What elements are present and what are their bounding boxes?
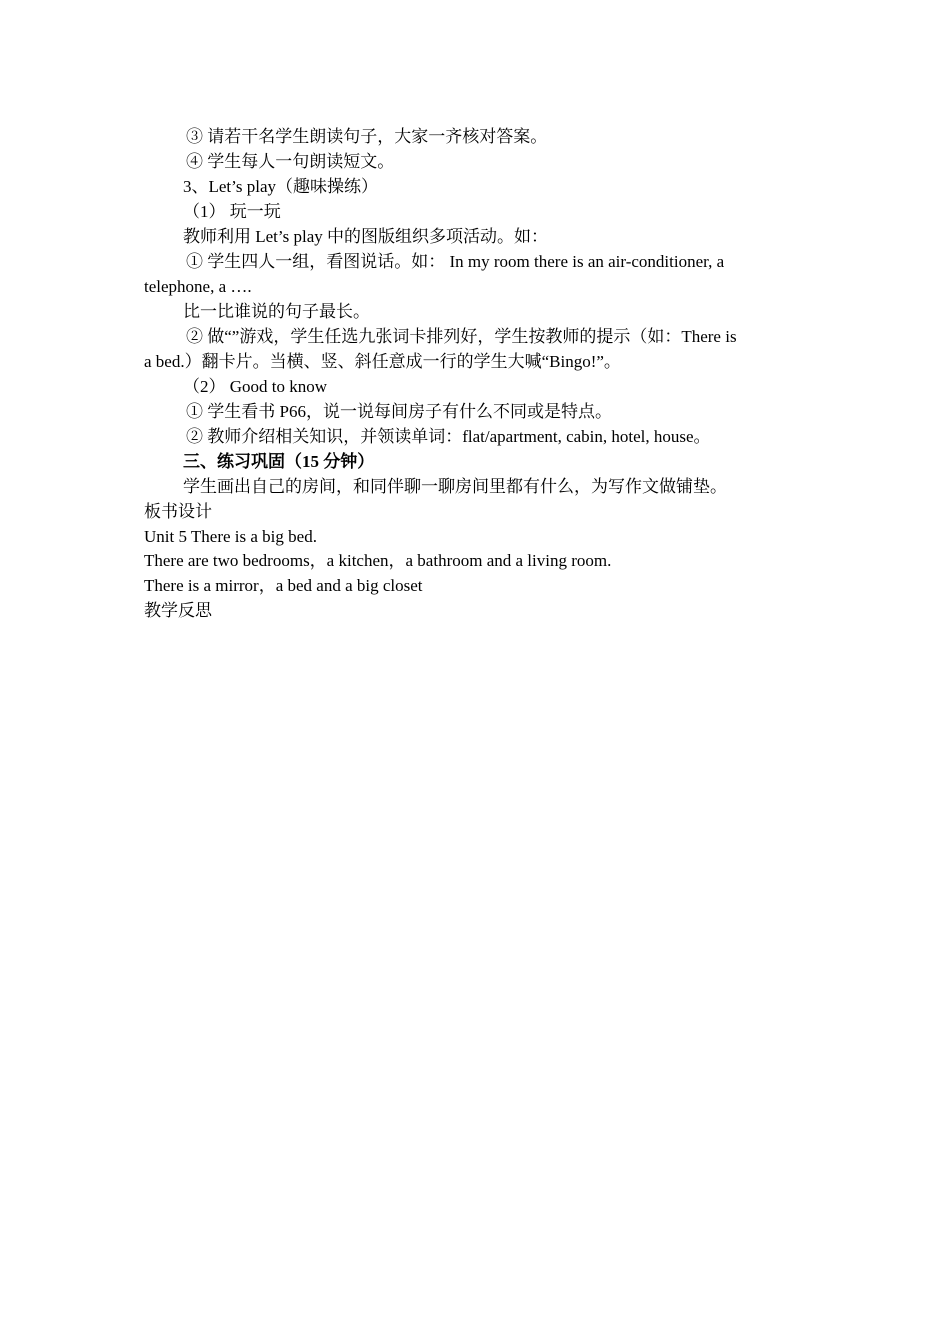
teaching-reflection-heading: 教学反思	[144, 601, 212, 620]
activity-1-line: ① 学生四人一组，看图说话。如： In my room there is an air-conditioner, a	[186, 252, 725, 271]
board-rooms-line: There are two bedrooms，a kitchen，a bathroom and a living room.	[144, 551, 612, 570]
activity-2-line: ② 做“”游戏，学生任选九张词卡排列好，学生按教师的提示（如：There is	[186, 327, 737, 346]
good-to-know-1-line: ① 学生看书 P66，说一说每间房子有什么不同或是特点。	[186, 402, 612, 421]
step-3-line: ③ 请若干名学生朗读句子，大家一齐核对答案。	[186, 127, 548, 146]
section-lets-play-heading: 3、Let’s play（趣味操练）	[183, 177, 379, 196]
board-unit-line: Unit 5 There is a big bed.	[144, 527, 317, 546]
board-design-heading: 板书设计	[144, 502, 212, 521]
subsection-play-heading: （1） 玩一玩	[183, 202, 281, 221]
practice-line: 学生画出自己的房间，和同伴聊一聊房间里都有什么，为写作文做铺垫。	[183, 477, 727, 496]
compare-sentences-line: 比一比谁说的句子最长。	[183, 302, 370, 321]
teacher-activity-line: 教师利用 Let’s play 中的图版组织多项活动。如：	[183, 227, 549, 246]
step-4-line: ④ 学生每人一句朗读短文。	[186, 152, 395, 171]
section-practice-heading: 三、练习巩固（15 分钟）	[183, 452, 375, 471]
activity-1-continuation: telephone, a ….	[144, 277, 252, 296]
good-to-know-2-line: ② 教师介绍相关知识，并领读单词：flat/apartment, cabin, hotel, house。	[186, 427, 711, 446]
board-items-line: There is a mirror，a bed and a big closet	[144, 576, 423, 595]
activity-2-continuation: a bed.）翻卡片。当横、竖、斜任意成一行的学生大喊“Bingo!”。	[144, 352, 621, 371]
subsection-good-to-know-heading: （2） Good to know	[183, 377, 328, 396]
